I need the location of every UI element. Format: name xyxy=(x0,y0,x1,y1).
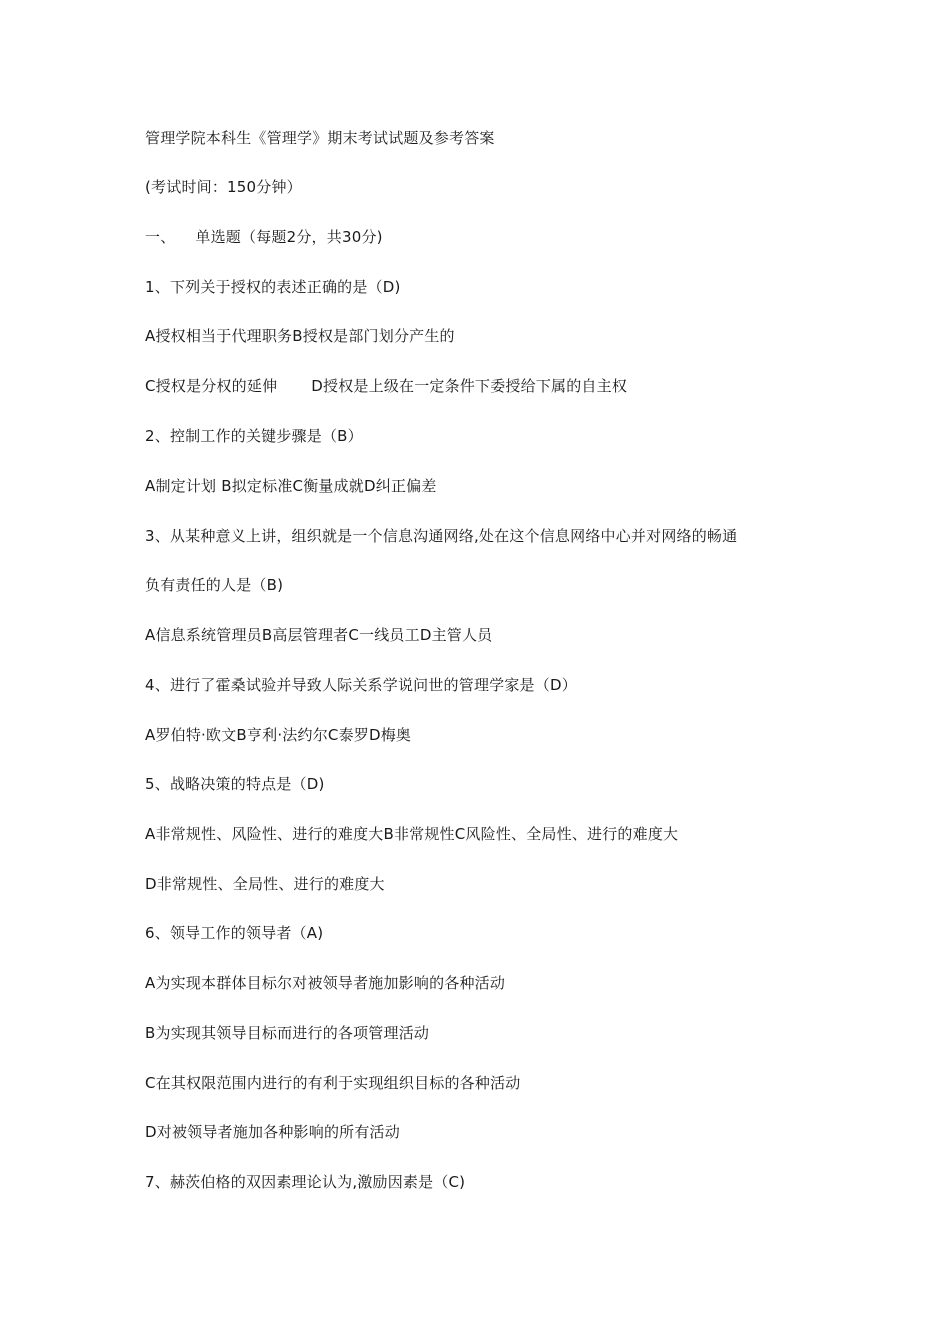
question-1-option-d: D授权是上级在一定条件下委授给下属的自主权 xyxy=(311,377,628,395)
question-6-option-b: B为实现其领导目标而进行的各项管理活动 xyxy=(145,1024,430,1042)
question-3-options: A信息系统管理员B高层管理者C一线员工D主管人员 xyxy=(145,626,493,644)
question-2-options: A制定计划 B拟定标准C衡量成就D纠正偏差 xyxy=(145,477,437,495)
section-marker: 一、 xyxy=(145,228,176,246)
question-1-options-line-1: A授权相当于代理职务B授权是部门划分产生的 xyxy=(145,327,455,345)
question-1-option-c: C授权是分权的延伸 xyxy=(145,377,278,395)
question-4-options: A罗伯特·欧文B亨利·法约尔C泰罗D梅奥 xyxy=(145,726,412,744)
question-1-options-line-2 xyxy=(145,376,627,396)
question-6-option-d: D对被领导者施加各种影响的所有活动 xyxy=(145,1123,400,1141)
question-4-stem: 4、进行了霍桑试验并导致人际关系学说问世的管理学家是（D） xyxy=(145,676,577,694)
question-5-stem: 5、战略决策的特点是（D) xyxy=(145,775,325,793)
question-3-stem-line-2: 负有责任的人是（B) xyxy=(145,576,284,594)
question-1-stem: 1、下列关于授权的表述正确的是（D) xyxy=(145,278,401,296)
document-title: 管理学院本科生《管理学》期末考试试题及参考答案 xyxy=(145,129,495,147)
question-5-options-line-2: D非常规性、全局性、进行的难度大 xyxy=(145,875,385,893)
question-7-stem: 7、赫茨伯格的双因素理论认为,激励因素是（C) xyxy=(145,1173,466,1191)
question-5-options-line-1: A非常规性、风险性、进行的难度大B非常规性C风险性、全局性、进行的难度大 xyxy=(145,825,679,843)
exam-time: (考试时间：150分钟） xyxy=(145,178,302,196)
question-6-option-a: A为实现本群体目标尔对被领导者施加影响的各种活动 xyxy=(145,974,506,992)
section-label: 单选题（每题2分，共30分) xyxy=(195,228,383,246)
question-2-stem: 2、控制工作的关键步骤是（B） xyxy=(145,427,363,445)
question-3-stem-line-1: 3、从某种意义上讲，组织就是一个信息沟通网络,处在这个信息网络中心并对网络的畅通 xyxy=(145,527,738,545)
question-6-stem: 6、领导工作的领导者（A) xyxy=(145,924,324,942)
section-heading xyxy=(145,227,383,247)
question-6-option-c: C在其权限范围内进行的有利于实现组织目标的各种活动 xyxy=(145,1074,521,1092)
